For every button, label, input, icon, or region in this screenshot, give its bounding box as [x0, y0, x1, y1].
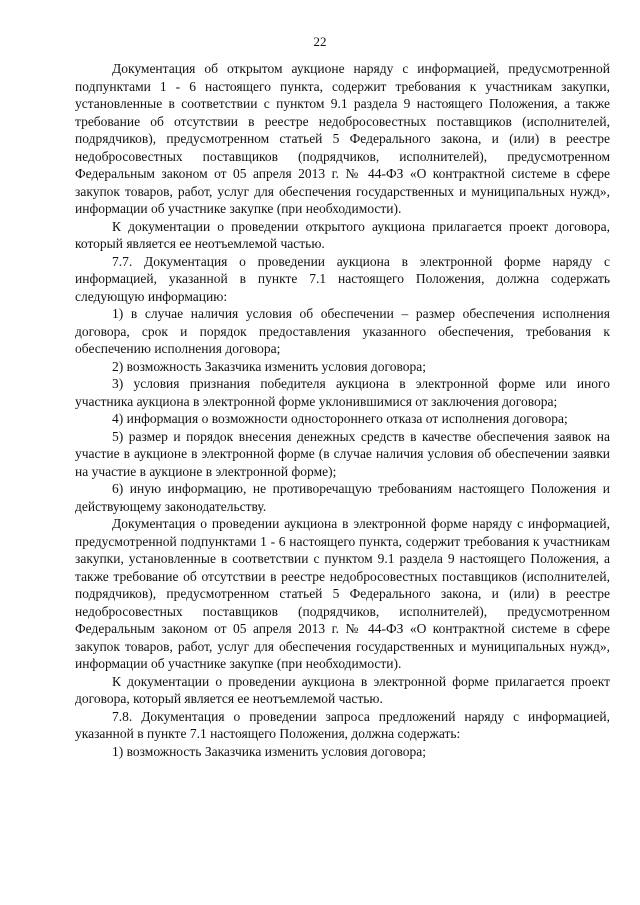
list-item-6-other-info: 6) иную информацию, не противоречащую требованиям настоящего Положения и действующему законодательству.	[75, 481, 610, 514]
paragraph-e-auction-draft-contract: К документации о проведении аукциона в электронной форме прилагается проект договора, который является ее неотъемлемой частью.	[75, 673, 610, 706]
paragraph-7-8-heading: 7.8. Документация о проведении запроса предложений наряду с информацией, указанной в пункте 7.1 настоящего Положения, должна содержать:	[75, 708, 610, 741]
list-item-3-evasion: 3) условия признания победителя аукциона в электронной форме или иного участника аукциона в электронной форме уклонившимися от заключения договора;	[75, 376, 610, 409]
page-number: 22	[313, 34, 327, 49]
paragraph-auction-doc-requirements: Документация об открытом аукционе наряду с информацией, предусмотренной подпунктами 1 - 6 настоящего пункта, содержит требования к участникам закупки, установленные в соответствии с пунктом 9.1 раздела 9 настоящего Положения, а также требование об отсутствии в реестре недобросовестных поставщиков (исполнителей, подрядчиков), предусмотренном статьей 5 Федерального закона, и (или) в реестре недобросовестных поставщиков (подрядчиков, исполнителей), предусмотренном Федеральным законом от 05 апреля 2013 г. № 44-ФЗ «О контрактной системе в сфере закупок товаров, работ, услуг для обеспечения государственных и муниципальных нужд», информации об участнике закупке (при необходимости).	[75, 61, 610, 216]
list-item-1-change-terms: 1) возможность Заказчика изменить условия договора;	[112, 743, 427, 759]
list-item-2-change-terms: 2) возможность Заказчика изменить условия договора;	[112, 358, 427, 374]
paragraph-7-7-heading: 7.7. Документация о проведении аукциона в электронной форме наряду с информацией, указанной в пункте 7.1 настоящего Положения, должна содержать следующую информацию:	[75, 253, 610, 304]
list-item-5-application-security: 5) размер и порядок внесения денежных средств в качестве обеспечения заявок на участие в аукционе в электронной форме (в случае наличия условия об обеспечении заявки на участие в аукционе в электронной форме);	[75, 428, 610, 479]
paragraph-e-auction-doc-requirements: Документация о проведении аукциона в электронной форме наряду с информацией, предусмотренной подпунктами 1 - 6 настоящего пункта, содержит требования к участникам закупки, установленные в соответствии с пунктом 9.1 раздела 9 настоящего Положения, а также требование об отсутствии в реестре недобросовестных поставщиков (исполнителей, подрядчиков), предусмотренном статьей 5 Федерального закона, и (или) в реестре недобросовестных поставщиков (подрядчиков, исполнителей), предусмотренном Федеральным законом от 05 апреля 2013 г. № 44-ФЗ «О контрактной системе в сфере закупок товаров, работ, услуг для обеспечения государственных и муниципальных нужд», информации об участнике закупке (при необходимости).	[75, 516, 610, 671]
paragraph-open-auction-draft-contract: К документации о проведении открытого аукциона прилагается проект договора, который является ее неотъемлемой частью.	[75, 218, 610, 251]
list-item-1-security: 1) в случае наличия условия об обеспечении – размер обеспечения исполнения договора, срок и порядок предоставления указанного обеспечения, требования к обеспечению исполнения договора;	[75, 306, 610, 356]
document-body	[75, 60, 610, 760]
list-item-4-unilateral-refusal: 4) информация о возможности одностороннего отказа от исполнения договора;	[112, 411, 568, 426]
